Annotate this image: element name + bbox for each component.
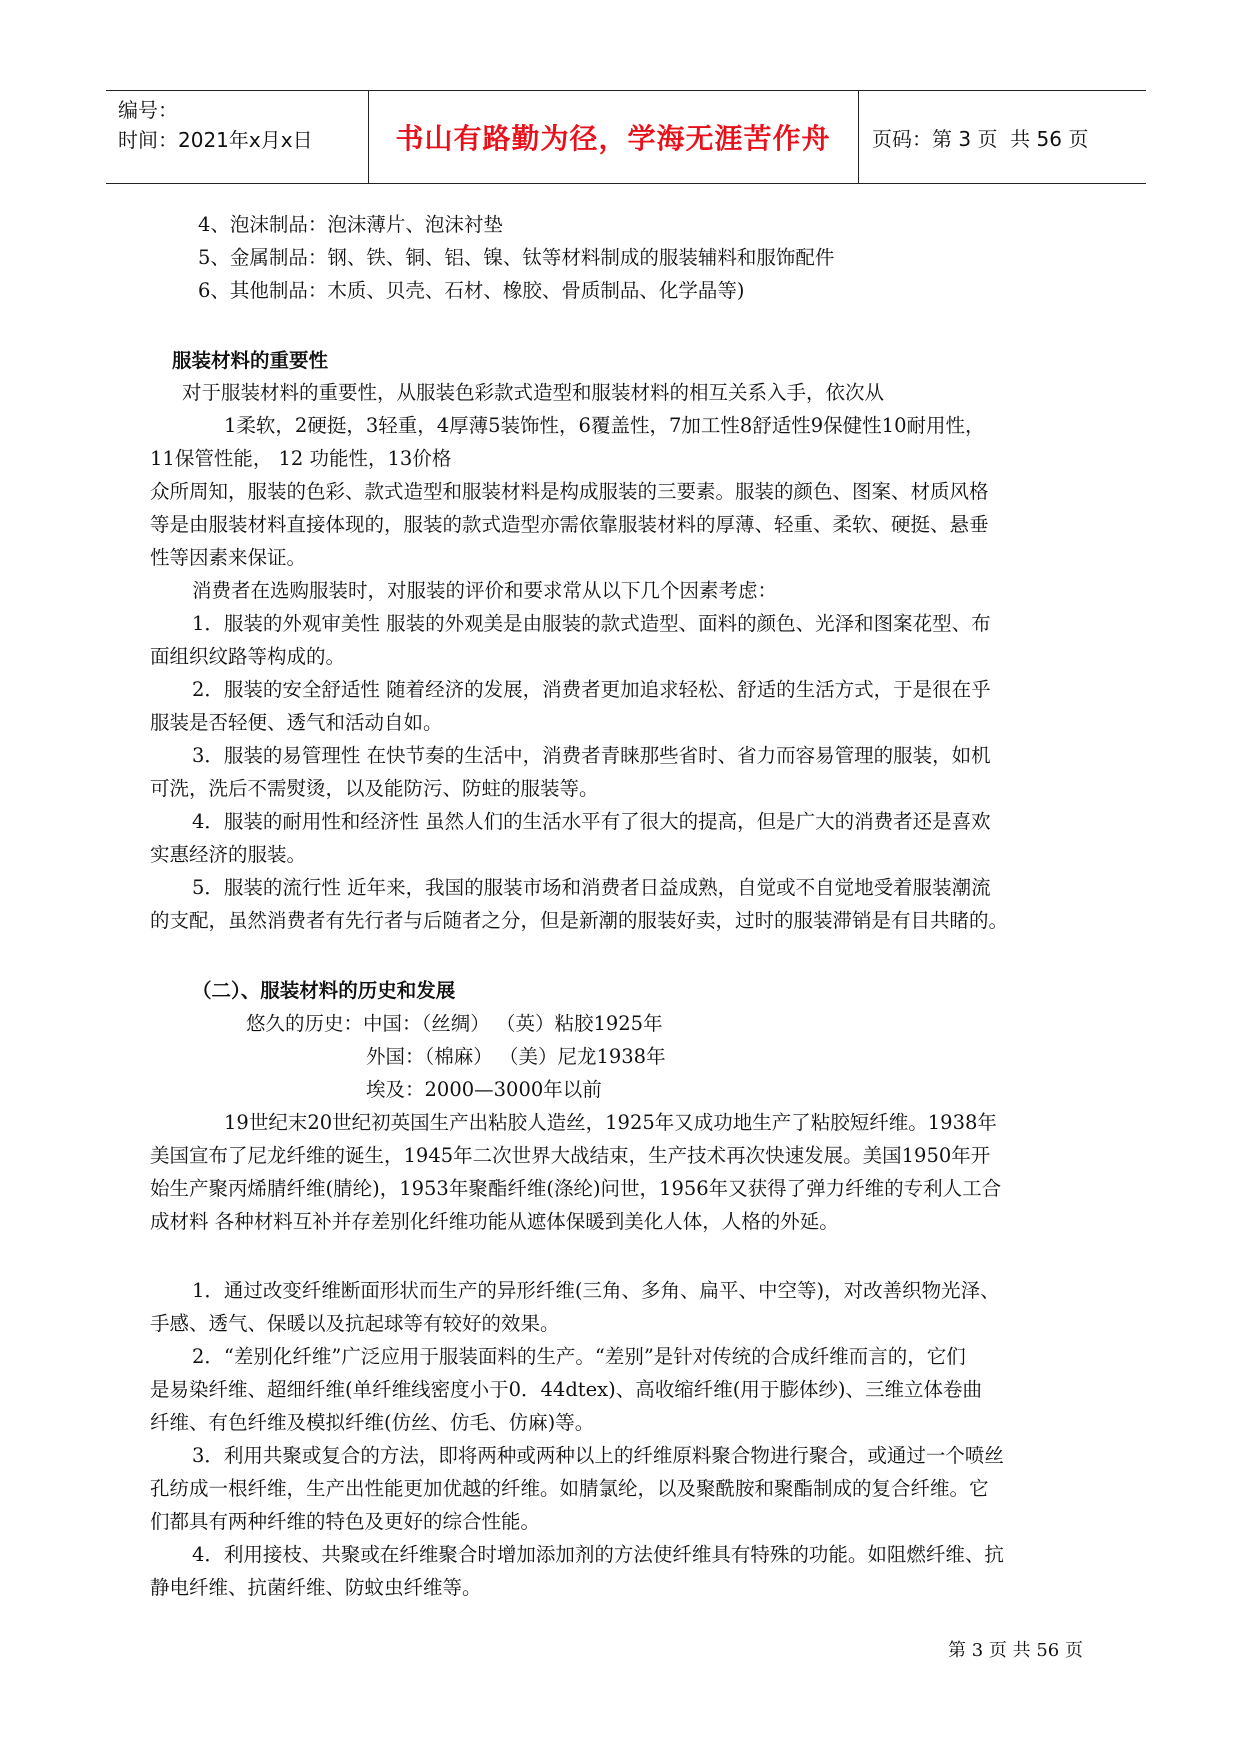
page-label: 页码：第 3 页 共 56 页 xyxy=(872,126,1089,151)
body-line: 成材料 各种材料互补并存差别化纤维功能从遮体保暖到美化人体，人格的外延。 xyxy=(150,1210,839,1233)
body-line: 11保管性能， 12 功能性，13价格 xyxy=(150,447,452,470)
body-line: 3．服装的易管理性 在快节奏的生活中，消费者青睐那些省时、省力而容易管理的服装，如机 xyxy=(192,744,991,767)
body-line: 4．利用接枝、共聚或在纤维聚合时增加添加剂的方法使纤维具有特殊的功能。如阻燃纤维、抗 xyxy=(192,1543,1004,1566)
body-line: 1．服装的外观审美性 服装的外观美是由服装的款式造型、面料的颜色、光泽和图案花型、布 xyxy=(192,612,991,635)
body-line: 6、其他制品：木质、贝壳、石材、橡胶、骨质制品、化学晶等) xyxy=(198,279,745,302)
body-line: 静电纤维、抗菌纤维、防蚊虫纤维等。 xyxy=(150,1576,482,1599)
body-line: 们都具有两种纤维的特色及更好的综合性能。 xyxy=(150,1510,541,1533)
body-line: 1柔软，2硬挺，3轻重，4厚薄5装饰性，6覆盖性，7加工性8舒适性9保健性10耐用性， xyxy=(224,414,985,437)
header-right-cell xyxy=(872,91,1088,183)
section-heading: 服装材料的重要性 xyxy=(172,349,329,372)
body-line: 5、金属制品：钢、铁、铜、铝、镍、钛等材料制成的服装辅料和服饰配件 xyxy=(198,246,835,269)
header-table xyxy=(106,90,1146,184)
body-line: 纤维、有色纤维及模拟纤维(仿丝、仿毛、仿麻)等。 xyxy=(150,1411,595,1434)
body-line: 众所周知，服装的色彩、款式造型和服装材料是构成服装的三要素。服装的颜色、图案、材质风格 xyxy=(150,480,989,503)
header-left-cell xyxy=(118,95,313,155)
body-line: 3．利用共聚或复合的方法，即将两种或两种以上的纤维原料聚合物进行聚合，或通过一个喷丝 xyxy=(192,1444,1004,1467)
body-line: 外国：（棉麻） （美）尼龙1938年 xyxy=(366,1045,666,1068)
body-line: 的支配，虽然消费者有先行者与后随者之分，但是新潮的服装好卖，过时的服装滞销是有目共睹的。 xyxy=(150,909,1009,932)
body-line: 手感、透气、保暖以及抗起球等有较好的效果。 xyxy=(150,1312,560,1335)
body-line: 19世纪末20世纪初英国生产出粘胶人造丝，1925年又成功地生产了粘胶短纤维。1938年 xyxy=(224,1111,997,1134)
motto: 书山有路勤为径，学海无涯苦作舟 xyxy=(395,122,831,155)
body-line: 孔纺成一根纤维，生产出性能更加优越的纤维。如腈氯纶，以及聚酰胺和聚酯制成的复合纤维。它 xyxy=(150,1477,989,1500)
body-line: 2．服装的安全舒适性 随着经济的发展，消费者更加追求轻松、舒适的生活方式，于是很在乎 xyxy=(192,678,991,701)
body-line: 2．“差别化纤维”广泛应用于服装面料的生产。“差别”是针对传统的合成纤维而言的，它们 xyxy=(192,1345,966,1368)
section-heading: （二）、服装材料的历史和发展 xyxy=(192,979,456,1002)
body-line: 实惠经济的服装。 xyxy=(150,843,307,866)
body-line: 4．服装的耐用性和经济性 虽然人们的生活水平有了很大的提高，但是广大的消费者还是喜欢 xyxy=(192,810,991,833)
body-line: 面组织纹路等构成的。 xyxy=(150,645,346,668)
time-label: 时间：2021年x月x日 xyxy=(118,128,313,152)
body-line: 始生产聚丙烯腈纤维(腈纶)，1953年聚酯纤维(涤纶)问世，1956年又获得了弹力纤维的专利人工合 xyxy=(150,1177,1002,1200)
body-line: 美国宣布了尼龙纤维的诞生，1945年二次世界大战结束，生产技术再次快速发展。美国1950年开 xyxy=(150,1144,991,1167)
number-label: 编号： xyxy=(118,98,178,122)
body-line: 悠久的历史：中国：（丝绸） （英）粘胶1925年 xyxy=(246,1012,663,1035)
body-line: 埃及：2000—3000年以前 xyxy=(366,1078,602,1101)
body-line: 消费者在选购服装时，对服装的评价和要求常从以下几个因素考虑： xyxy=(192,579,778,602)
body-line: 是易染纤维、超细纤维(单纤维线密度小于0．44dtex)、高收缩纤维(用于膨体纱)、三维立体卷曲 xyxy=(150,1378,983,1401)
body-line: 4、泡沫制品：泡沫薄片、泡沫衬垫 xyxy=(198,213,503,236)
body-line: 性等因素来保证。 xyxy=(150,546,307,569)
header-divider xyxy=(858,91,859,183)
body-line: 服装是否轻便、透气和活动自如。 xyxy=(150,711,443,734)
body-line: 等是由服装材料直接体现的，服装的款式造型亦需依靠服装材料的厚薄、轻重、柔软、硬挺、悬垂 xyxy=(150,513,989,536)
body-line: 可洗，洗后不需熨烫，以及能防污、防蛀的服装等。 xyxy=(150,777,599,800)
body-line: 5．服装的流行性 近年来，我国的服装市场和消费者日益成熟，自觉或不自觉地受着服装潮流 xyxy=(192,876,991,899)
body-line: 对于服装材料的重要性，从服装色彩款式造型和服装材料的相互关系入手，依次从 xyxy=(182,381,885,404)
page-footer: 第 3 页 共 56 页 xyxy=(948,1640,1083,1661)
body-line: 1．通过改变纤维断面形状而生产的异形纤维(三角、多角、扁平、中空等)，对改善织物光泽、 xyxy=(192,1279,1000,1302)
